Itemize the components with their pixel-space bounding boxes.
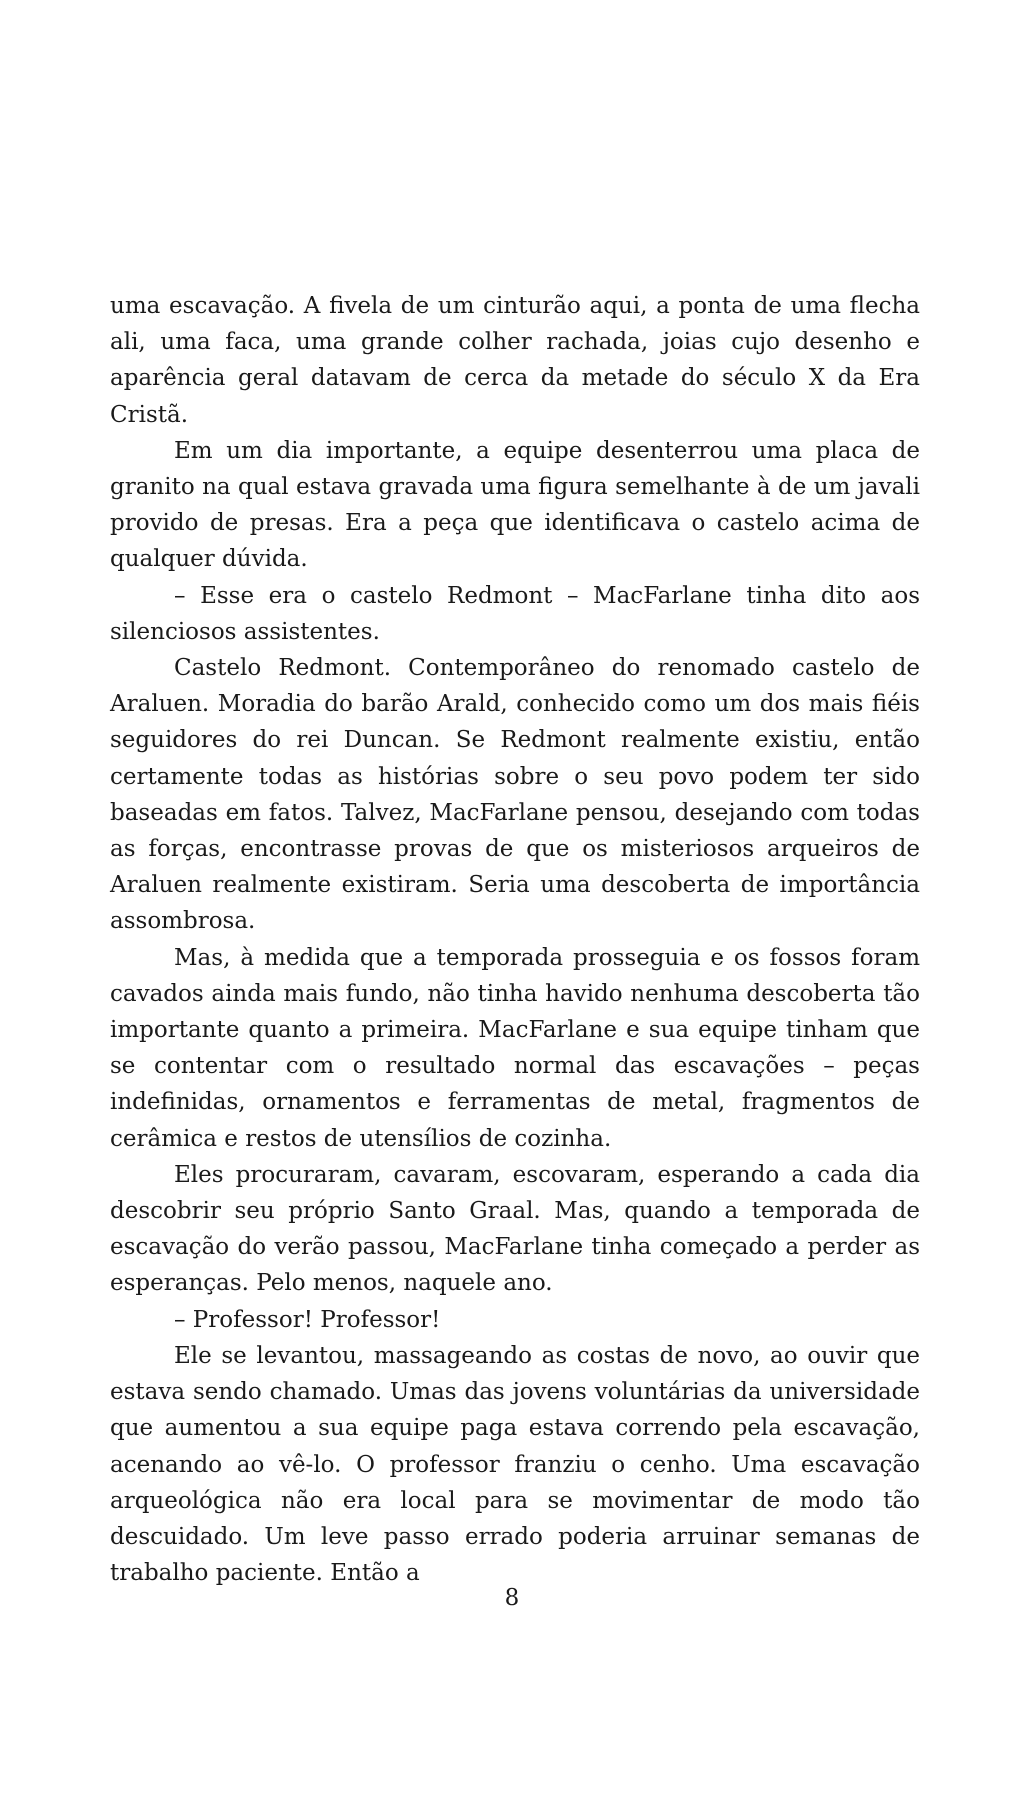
paragraph: Eles procuraram, cavaram, escovaram, esperando a cada dia descobrir seu próprio Santo Graal. Mas, quando a temporada de escavação do verão passou, MacFarlane tinha começado a perder as esperanças. Pelo menos, naquele ano.	[110, 1161, 920, 1297]
paragraph: Castelo Redmont. Contemporâneo do renomado castelo de Araluen. Moradia do barão Arald, conhecido como um dos mais fiéis seguidores do rei Duncan. Se Redmont realmente existiu, então certamente todas as histórias sobre o seu povo podem ter sido baseadas em fatos. Talvez, MacFarlane pensou, desejando com todas as forças, encontrasse provas de que os misteriosos arqueiros de Araluen realmente existiram. Seria uma descoberta de importância assombrosa.	[110, 655, 920, 935]
paragraph: – Professor! Professor!	[174, 1306, 441, 1333]
paragraph: – Esse era o castelo Redmont – MacFarlane tinha dito aos silenciosos assistentes.	[110, 582, 920, 645]
paragraph: Mas, à medida que a temporada prosseguia e os fossos foram cavados ainda mais fundo, não tinha havido nenhuma descoberta tão importante quanto a primeira. MacFarlane e sua equipe tinham que se contentar com o resultado normal das escavações – peças indefinidas, ornamentos e ferramentas de metal, fragmentos de cerâmica e restos de utensílios de cozinha.	[110, 944, 920, 1152]
paragraph: uma escavação. A fivela de um cinturão aqui, a ponta de uma flecha ali, uma faca, uma grande colher rachada, joias cujo desenho e aparência geral datavam de cerca da metade do século X da Era Cristã.	[110, 293, 920, 428]
paragraph: Ele se levantou, massageando as costas de novo, ao ouvir que estava sendo chamado. Umas das jovens voluntárias da universidade que aumentou a sua equipe paga estava correndo pela escavação, acenando ao vê-lo. O professor franziu o cenho. Uma escavação arqueológica não era local para se movimentar de modo tão descuidado. Um leve passo errado poderia arruinar semanas de trabalho paciente. Então a	[110, 1342, 920, 1587]
page-body	[110, 288, 920, 1591]
page-number: 8	[504, 1585, 520, 1611]
paragraph: Em um dia importante, a equipe desenterrou uma placa de granito na qual estava gravada uma figura semelhante à de um javali provido de presas. Era a peça que identificava o castelo acima de qualquer dúvida.	[110, 437, 920, 573]
